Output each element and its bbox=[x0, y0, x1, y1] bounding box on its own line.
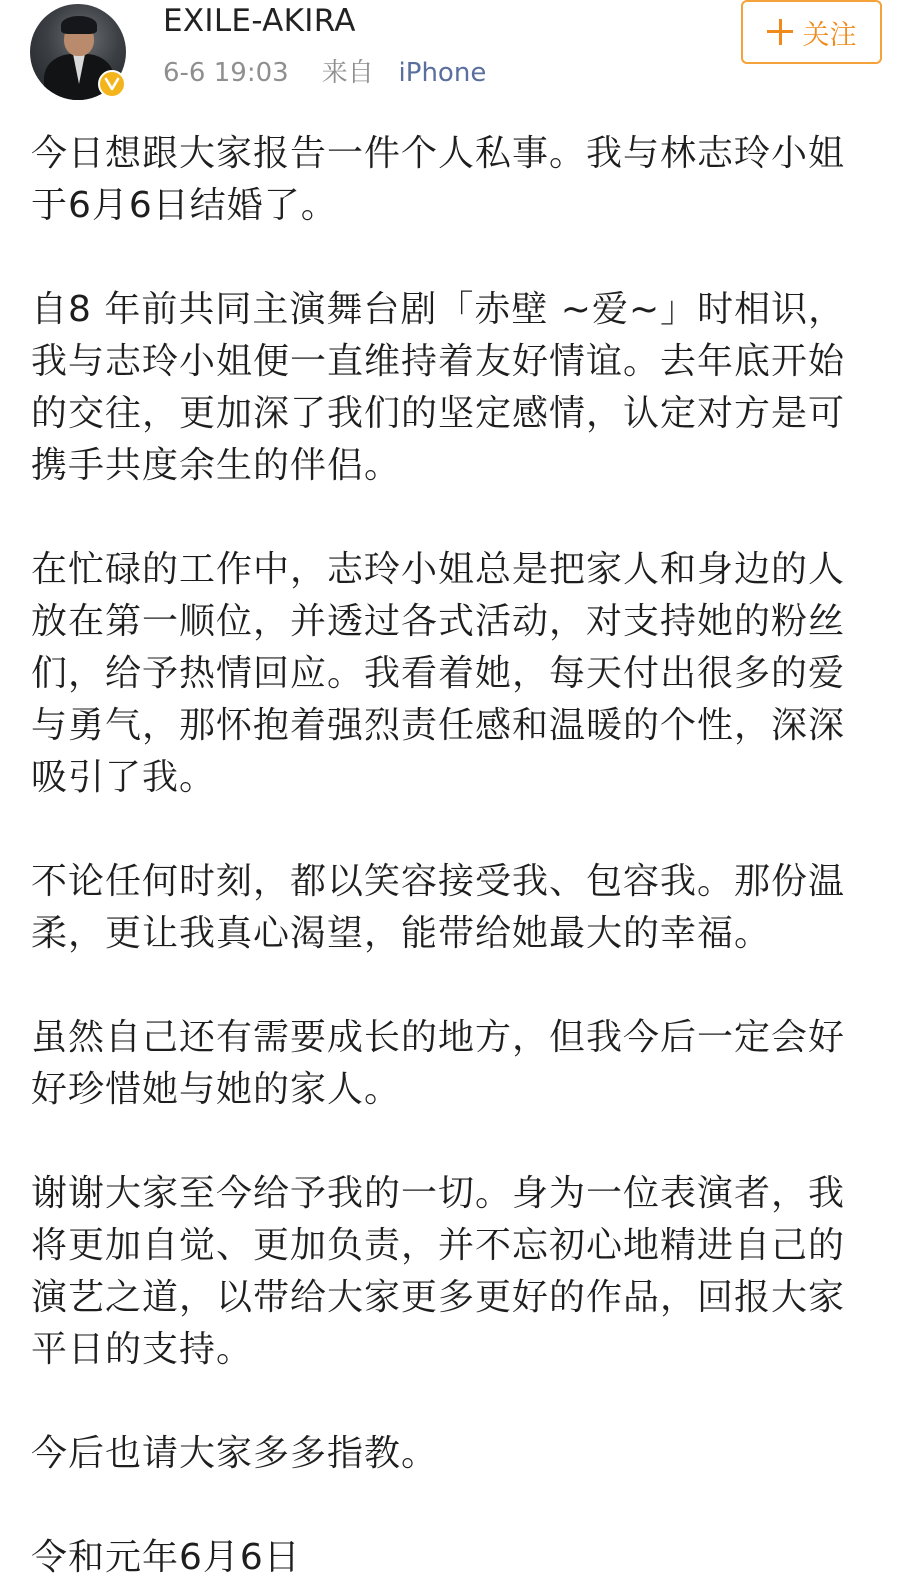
plus-icon bbox=[767, 19, 793, 45]
verified-v-glyph bbox=[104, 77, 120, 91]
meta-spacer bbox=[382, 58, 390, 88]
post-paragraph: 虽然自己还有需要成长的地方，但我今后一定会好 好珍惜她与她的家人。 bbox=[31, 1017, 846, 1110]
follow-label: 关注 bbox=[802, 19, 857, 51]
post-header bbox=[0, 0, 924, 108]
author-name[interactable]: EXILE-AKIRA bbox=[163, 3, 356, 39]
post-paragraph: 在忙碌的工作中，志玲小姐总是把家人和身边的人 放在第一顺位，并透过各式活动，对支持她的粉丝 们，给予热情回应。我看着她，每天付出很多的爱 与勇气，那怀抱着强烈责任感和温暖的个性，深深 吸引了我。 bbox=[31, 549, 846, 798]
meta-spacer bbox=[297, 58, 314, 88]
post-time: 6-6 19:03 bbox=[163, 58, 289, 88]
post-paragraph: 不论任何时刻，都以笑容接受我、包容我。那份温 柔，更让我真心渴望，能带给她最大的幸福。 bbox=[31, 861, 846, 954]
source-link[interactable]: iPhone bbox=[398, 58, 487, 88]
post-paragraph: 今后也请大家多多指教。 bbox=[31, 1433, 439, 1474]
post-meta bbox=[163, 56, 486, 90]
post-paragraph: 自8 年前共同主演舞台剧「赤壁 ~爱~」时相识， 我与志玲小姐便一直维持着友好情谊。去年底开始 的交往，更加深了我们的坚定感情，认定对方是可 携手共度余生的伴侣。 bbox=[31, 289, 846, 486]
post-paragraph: 今日想跟大家报告一件个人私事。我与林志玲小姐 于6月6日结婚了。 bbox=[31, 133, 846, 226]
verified-v-icon bbox=[98, 70, 126, 98]
post-date-signature: 令和元年6月6日 bbox=[31, 1537, 301, 1578]
post-body bbox=[31, 128, 901, 1584]
follow-button[interactable] bbox=[741, 0, 882, 64]
post-paragraph: 谢谢大家至今给予我的一切。身为一位表演者，我 将更加自觉、更加负责，并不忘初心地精进自己的 演艺之道，以带给大家更多更好的作品，回报大家 平日的支持。 bbox=[31, 1173, 846, 1370]
avatar-hair-shape bbox=[61, 16, 97, 34]
source-prefix: 来自 bbox=[321, 58, 374, 88]
